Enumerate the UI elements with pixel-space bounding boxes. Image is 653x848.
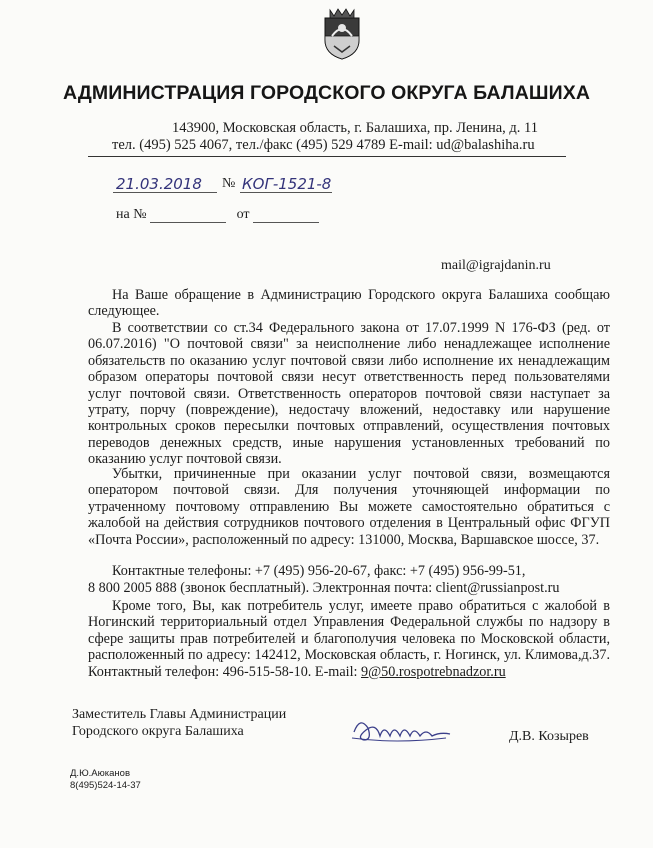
reference-prefix: на № — [116, 207, 147, 222]
registration-date: 21.03.2018 — [116, 175, 202, 193]
reference-from: от — [236, 207, 250, 222]
reference-row — [116, 207, 319, 223]
body-paragraph-contacts-2: 8 800 2005 888 (звонок бесплатный). Электронная почта: client@russianpost.ru — [88, 580, 560, 596]
rospotrebnadzor-text: Кроме того, Вы, как потребитель услуг, имеете право обратиться с жалобой в Ногинский территориальный отдел Управления Федеральной службы по надзору в сфере защиты прав потребителей и благополучия человека по Московской области, расположенный по адресу: 142412, Московская область, г. Ногинск, ул. Климова,д.37. Контактный телефон: 496-515-58-10. E-mail: — [88, 598, 610, 680]
coat-of-arms-emblem — [322, 6, 362, 60]
rospotrebnadzor-email-link[interactable]: 9@50.rospotrebnadzor.ru — [361, 663, 506, 680]
executor-phone: 8(495)524-14-37 — [70, 780, 141, 791]
date-underline — [113, 192, 217, 193]
body-paragraph-contacts-1: Контактные телефоны: +7 (495) 956-20-67, факс: +7 (495) 956-99-51, — [112, 563, 526, 579]
body-paragraph-rospotrebnadzor — [88, 598, 610, 680]
signer-position — [72, 706, 372, 740]
signer-name: Д.В. Козырев — [509, 729, 589, 744]
executor-name: Д.Ю.Аюканов — [70, 768, 130, 779]
number-underline — [240, 192, 332, 193]
body-paragraph-intro: На Ваше обращение в Администрацию Городского округа Балашиха сообщаю следующее. — [88, 287, 610, 320]
reference-date-blank — [253, 210, 319, 223]
number-sign: № — [222, 176, 236, 191]
signer-position-line2: Городского округа Балашиха — [72, 724, 244, 739]
handwritten-signature — [346, 710, 456, 750]
signer-position-line1: Заместитель Главы Администрации — [72, 707, 287, 722]
recipient-email: mail@igrajdanin.ru — [441, 258, 551, 273]
organization-contacts: тел. (495) 525 4067, тел./факс (495) 529 4789 E-mail: ud@balashiha.ru — [112, 137, 535, 153]
registration-number: КОГ-1521-8 — [242, 175, 332, 193]
body-paragraph-law: В соответствии со ст.34 Федерального закона от 17.07.1999 N 176-ФЗ (ред. от 06.07.2016) "О почтовой связи" за неисполнение либо ненадлежащее исполнение обязательств по оказанию услуг почтовой связи либо исполнение их ненадлежащим образом операторы почтовой связи несут ответственность перед пользователями услуг почтовой связи. Ответственность операторов почтовой связи наступает за утрату, порчу (повреждение), недостачу вложений, недоставку или нарушение контрольных сроков пересылки почтовых отправлений, осуществления почтовых переводов денежных средств, иные нарушения установленных требований по оказанию услуг почтовой связи. — [88, 320, 610, 468]
header-divider — [88, 156, 566, 157]
executor-info — [70, 768, 141, 792]
organization-title: АДМИНИСТРАЦИЯ ГОРОДСКОГО ОКРУГА БАЛАШИХА — [62, 82, 590, 104]
body-paragraph-damages: Убытки, причиненные при оказании услуг почтовой связи, возмещаются оператором почтовой связи. Для получения уточняющей информации по утраченному почтовому отправлению Вы можете самостоятельно обратиться с жалобой на действия сотрудников почтового отделения в Центральный офис ФГУП «Почта России», расположенный по адресу: 131000, Москва, Варшавское шоссе, 37. — [88, 466, 610, 548]
reference-number-blank — [150, 210, 226, 223]
organization-address: 143900, Московская область, г. Балашиха, пр. Ленина, д. 11 — [172, 120, 538, 136]
